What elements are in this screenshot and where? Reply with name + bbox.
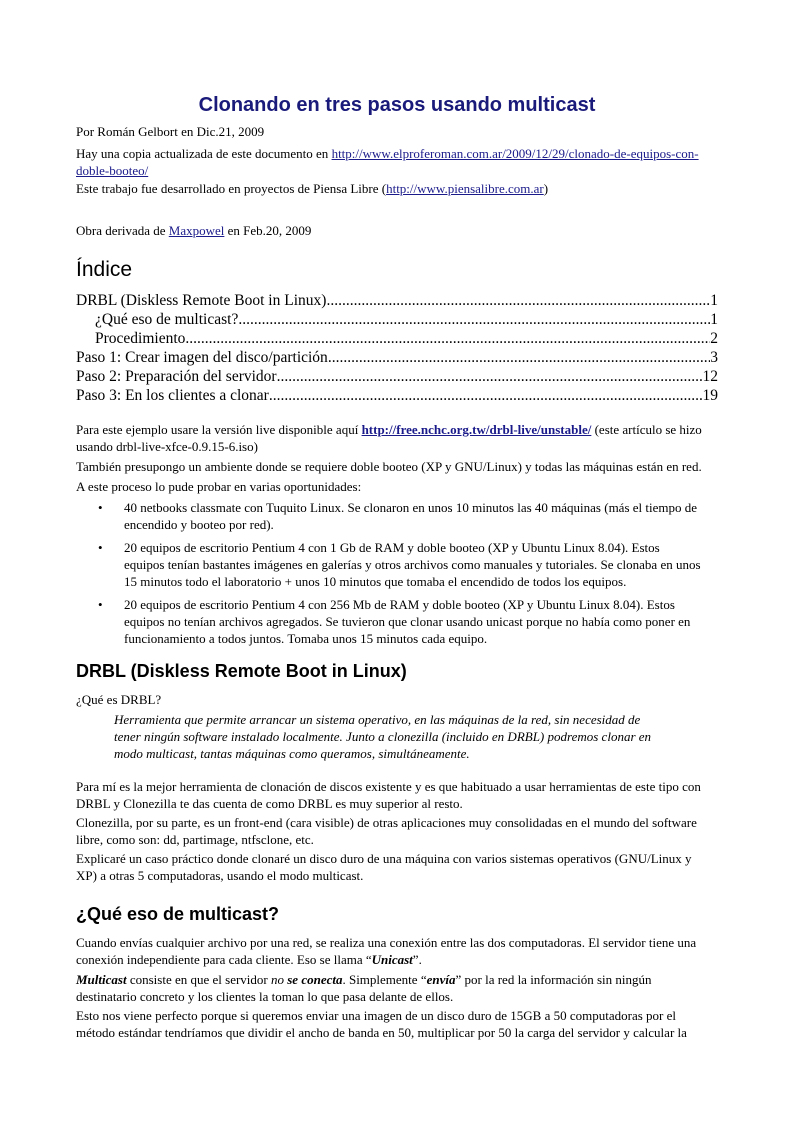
toc-entry-procedimiento[interactable]: Procedimiento ..... 2	[76, 329, 718, 348]
multicast-paragraph-unicast: Cuando envías cualquier archivo por una red, se realiza una conexión entre las dos computadoras. El servidor tiene una conexión independiente para cada cliente. Eso se llama “Unicast”.	[76, 935, 697, 967]
list-item: • 40 netbooks classmate con Tuquito Linux. Se clonaron en unos 10 minutos las 40 máquinas (más el tiempo de encendido y booteo por red).	[98, 500, 698, 532]
bullet-icon: •	[98, 500, 103, 515]
toc-entry-paso-3[interactable]: Paso 3: En los clientes a clonar ..... 19	[76, 386, 718, 405]
multicast-paragraph-definition: Multicast consiste en que el servidor no se conecta. Simplemente “envía” por la red la información sin ningún destinatario concreto y los clientes la toman lo que pasa delante de ellos.	[76, 972, 652, 1004]
copy-link[interactable]: http://www.elproferoman.com.ar/2009/12/29/clonado-de-equipos-con- doble-booteo/	[76, 146, 699, 178]
list-item: • 20 equipos de escritorio Pentium 4 con 256 Mb de RAM y doble booteo (XP y Ubuntu Linux 8.04). Estos equipos no tenían archivos agregados. Se tuvieron que clonar usando unicast porque no había como poner en funcionamiento a todos juntos. Tomaba unos 15 minutos cada equipo.	[98, 597, 691, 646]
list-item: • 20 equipos de escritorio Pentium 4 con 1 Gb de RAM y doble booteo (XP y Ubuntu Linux 8.04). Estos equipos tenían bastantes imágenes en galerías y otros archivos como manuales y tutoriales. Se clonaba en unos 15 minutos todo el laboratorio + unos 10 minutos que tomaba el encendido de todos los equipos.	[98, 540, 701, 589]
multicast-paragraph-benefit: Esto nos viene perfecto porque si queremos enviar una imagen de un disco duro de 15GB a 50 computadoras por el método estándar tendríamos que dividir el ancho de banda en 50, multiplicar por 50 la carga del servidor y calcular la	[76, 1008, 687, 1040]
toc-entry-paso-2[interactable]: Paso 2: Preparación del servidor ..... 12	[76, 367, 718, 386]
bullet-icon: •	[98, 597, 103, 612]
toc-entry-multicast[interactable]: ¿Qué eso de multicast? ..... 1	[76, 310, 718, 329]
multicast-heading: ¿Qué eso de multicast?	[76, 904, 280, 924]
drbl-heading: DRBL (Diskless Remote Boot in Linux)	[76, 661, 407, 681]
intro-paragraph-live: Para este ejemplo usare la versión live disponible aquí http://free.nchc.org.tw/drbl-live/unstable/ (este artículo se hizo usando drbl-live-xfce-0.9.15-6.iso)	[76, 422, 702, 454]
document-title: Clonando en tres pasos usando multicast	[198, 94, 596, 116]
intro-paragraph-tested: A este proceso lo pude probar en varias oportunidades:	[76, 479, 362, 494]
drbl-paragraph-best: Para mí es la mejor herramienta de clonación de discos existente y es que habituado a usar herramientas de este tipo con DRBL y Clonezilla te das cuenta de como DRBL es muy superior al resto.	[76, 779, 701, 811]
bullet-icon: •	[98, 540, 103, 555]
toc-entry-paso-1[interactable]: Paso 1: Crear imagen del disco/partición ..... 3	[76, 348, 718, 367]
toc-entry-drbl[interactable]: DRBL (Diskless Remote Boot in Linux) ..... 1	[76, 291, 718, 310]
tested-scenarios-list	[76, 499, 718, 647]
table-of-contents	[76, 291, 718, 405]
drbl-definition-quote: Herramienta que permite arrancar un sistema operativo, en las máquinas de la red, sin necesidad de tener ningún software instalado localmente. Junto a clonezilla (incluido en DRBL) podremos clonar en modo multicast, tantas máquinas como queramos, simultáneamente.	[114, 712, 652, 761]
copy-notice: Hay una copia actualizada de este documento en http://www.elproferoman.com.ar/2009/12/29/clonado-de-equipos-con- doble-booteo/	[76, 146, 699, 178]
intro-paragraph-dualboot: También presupongo un ambiente donde se requiere doble booteo (XP y GNU/Linux) y todas las máquinas están en red.	[76, 459, 702, 474]
byline: Por Román Gelbort en Dic.21, 2009	[76, 124, 265, 139]
drbl-live-link[interactable]: http://free.nchc.org.tw/drbl-live/unstable/	[361, 422, 592, 437]
piensa-libre-notice: Este trabajo fue desarrollado en proyectos de Piensa Libre (http://www.piensalibre.com.ar)	[76, 181, 549, 196]
drbl-paragraph-example: Explicaré un caso práctico donde clonaré un disco duro de una máquina con varios sistemas operativos (GNU/Linux y XP) a otras 5 computadoras, usando el modo multicast.	[76, 851, 692, 883]
derived-notice: Obra derivada de Maxpowel en Feb.20, 2009	[76, 223, 312, 238]
maxpowel-link[interactable]: Maxpowel	[168, 223, 225, 238]
piensa-libre-link[interactable]: http://www.piensalibre.com.ar	[386, 181, 544, 196]
drbl-question: ¿Qué es DRBL?	[76, 692, 162, 707]
drbl-paragraph-clonezilla: Clonezilla, por su parte, es un front-end (cara visible) de otras aplicaciones muy consolidadas en el mundo del software libre, como son: dd, partimage, ntfsclone, etc.	[76, 815, 697, 847]
toc-heading: Índice	[76, 258, 133, 281]
